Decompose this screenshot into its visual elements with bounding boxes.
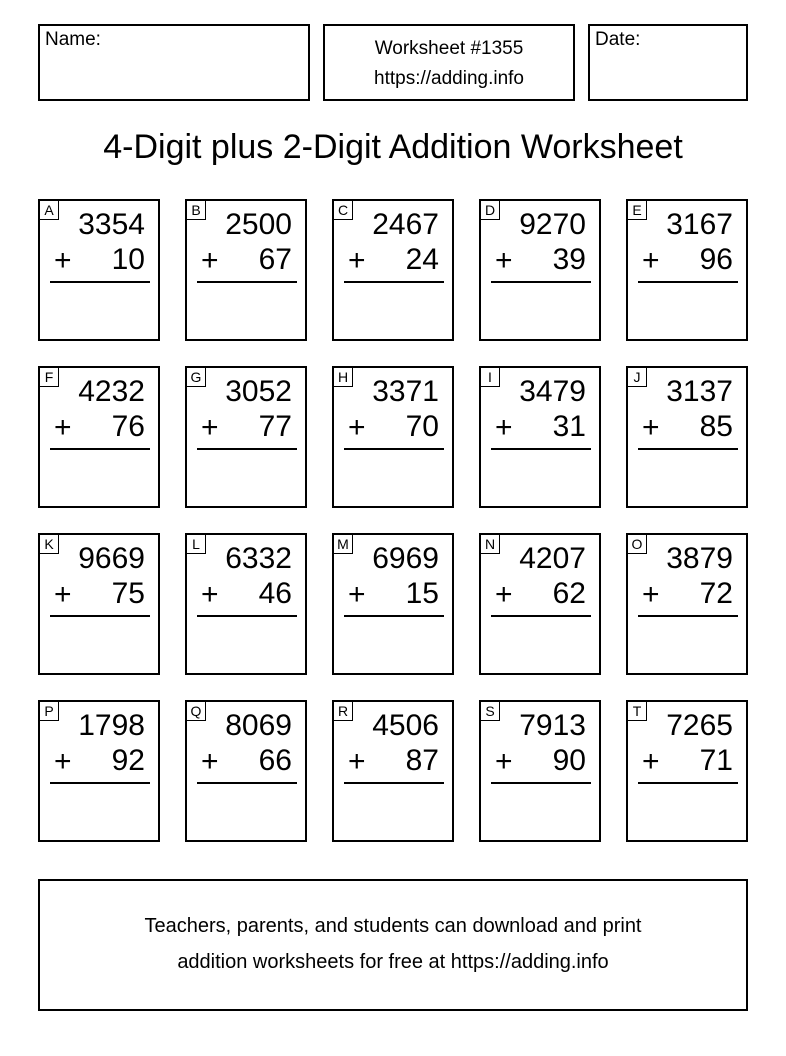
top-addend: 3479	[519, 375, 586, 408]
answer-line	[197, 281, 297, 283]
problem-letter: M	[334, 535, 353, 554]
bottom-addend: 76	[111, 410, 145, 443]
bottom-addend: 31	[552, 410, 586, 443]
answer-line	[491, 281, 591, 283]
bottom-addend: 90	[552, 744, 586, 777]
problem-letter: E	[628, 201, 647, 220]
bottom-addend: 46	[258, 577, 292, 610]
problem-l	[185, 533, 307, 675]
top-addend: 6332	[225, 542, 292, 575]
problem-letter: N	[481, 535, 500, 554]
answer-line	[638, 615, 738, 617]
plus-sign: +	[201, 411, 219, 444]
answer-line	[50, 281, 150, 283]
plus-sign: +	[348, 578, 366, 611]
problem-j	[626, 366, 748, 508]
problem-g	[185, 366, 307, 508]
answer-line	[638, 448, 738, 450]
problem-letter: A	[40, 201, 59, 220]
plus-sign: +	[201, 745, 219, 778]
bottom-addend: 70	[405, 410, 439, 443]
bottom-addend: 62	[552, 577, 586, 610]
top-addend: 4506	[372, 709, 439, 742]
answer-line	[344, 782, 444, 784]
bottom-addend: 67	[258, 243, 292, 276]
plus-sign: +	[642, 745, 660, 778]
bottom-addend: 15	[405, 577, 439, 610]
problem-letter: H	[334, 368, 353, 387]
top-addend: 7913	[519, 709, 586, 742]
top-addend: 3354	[78, 208, 145, 241]
answer-line	[344, 448, 444, 450]
top-addend: 7265	[666, 709, 733, 742]
top-addend: 2467	[372, 208, 439, 241]
name-field-box[interactable]	[38, 24, 310, 101]
bottom-addend: 39	[552, 243, 586, 276]
problem-letter: J	[628, 368, 647, 387]
problem-letter: K	[40, 535, 59, 554]
problem-o	[626, 533, 748, 675]
plus-sign: +	[495, 578, 513, 611]
top-addend: 1798	[78, 709, 145, 742]
plus-sign: +	[54, 411, 72, 444]
problem-h	[332, 366, 454, 508]
page-title: 4-Digit plus 2-Digit Addition Worksheet	[103, 128, 683, 166]
problem-letter: S	[481, 702, 500, 721]
problem-letter: F	[40, 368, 59, 387]
plus-sign: +	[348, 745, 366, 778]
problem-a	[38, 199, 160, 341]
top-addend: 6969	[372, 542, 439, 575]
problem-p	[38, 700, 160, 842]
bottom-addend: 87	[405, 744, 439, 777]
problem-letter: I	[481, 368, 500, 387]
worksheet-number: Worksheet #1355	[374, 38, 524, 59]
plus-sign: +	[201, 244, 219, 277]
bottom-addend: 92	[111, 744, 145, 777]
top-addend: 3371	[372, 375, 439, 408]
plus-sign: +	[54, 745, 72, 778]
bottom-addend: 72	[699, 577, 733, 610]
problem-letter: T	[628, 702, 647, 721]
bottom-addend: 75	[111, 577, 145, 610]
worksheet-url: https://adding.info	[374, 68, 524, 89]
plus-sign: +	[642, 411, 660, 444]
problem-letter: L	[187, 535, 206, 554]
problem-r	[332, 700, 454, 842]
footer-line-2: addition worksheets for free at https://adding.info	[177, 951, 609, 973]
top-addend: 4207	[519, 542, 586, 575]
problem-q	[185, 700, 307, 842]
bottom-addend: 10	[111, 243, 145, 276]
answer-line	[50, 615, 150, 617]
problem-letter: P	[40, 702, 59, 721]
plus-sign: +	[201, 578, 219, 611]
answer-line	[638, 281, 738, 283]
problem-e	[626, 199, 748, 341]
problem-letter: Q	[187, 702, 206, 721]
bottom-addend: 71	[699, 744, 733, 777]
top-addend: 3167	[666, 208, 733, 241]
problem-letter: C	[334, 201, 353, 220]
plus-sign: +	[495, 244, 513, 277]
top-addend: 8069	[225, 709, 292, 742]
answer-line	[638, 782, 738, 784]
date-field-box[interactable]	[588, 24, 748, 101]
plus-sign: +	[348, 244, 366, 277]
answer-line	[344, 615, 444, 617]
plus-sign: +	[642, 578, 660, 611]
bottom-addend: 24	[405, 243, 439, 276]
answer-line	[491, 448, 591, 450]
problem-m	[332, 533, 454, 675]
plus-sign: +	[495, 745, 513, 778]
answer-line	[491, 615, 591, 617]
plus-sign: +	[642, 244, 660, 277]
problem-c	[332, 199, 454, 341]
problem-letter: R	[334, 702, 353, 721]
top-addend: 3052	[225, 375, 292, 408]
problem-letter: O	[628, 535, 647, 554]
problem-letter: D	[481, 201, 500, 220]
plus-sign: +	[348, 411, 366, 444]
answer-line	[491, 782, 591, 784]
top-addend: 3137	[666, 375, 733, 408]
problem-letter: G	[187, 368, 206, 387]
bottom-addend: 85	[699, 410, 733, 443]
plus-sign: +	[54, 578, 72, 611]
answer-line	[197, 448, 297, 450]
problem-t	[626, 700, 748, 842]
top-addend: 9669	[78, 542, 145, 575]
footer-line-1: Teachers, parents, and students can download and print	[144, 915, 642, 937]
bottom-addend: 96	[699, 243, 733, 276]
problem-k	[38, 533, 160, 675]
plus-sign: +	[54, 244, 72, 277]
answer-line	[344, 281, 444, 283]
bottom-addend: 66	[258, 744, 292, 777]
problem-f	[38, 366, 160, 508]
top-addend: 3879	[666, 542, 733, 575]
answer-line	[50, 782, 150, 784]
problem-letter: B	[187, 201, 206, 220]
plus-sign: +	[495, 411, 513, 444]
problem-n	[479, 533, 601, 675]
problem-b	[185, 199, 307, 341]
problem-d	[479, 199, 601, 341]
problem-s	[479, 700, 601, 842]
answer-line	[197, 782, 297, 784]
answer-line	[50, 448, 150, 450]
top-addend: 2500	[225, 208, 292, 241]
footer-box	[38, 879, 748, 1011]
date-label: Date:	[595, 29, 641, 50]
top-addend: 9270	[519, 208, 586, 241]
bottom-addend: 77	[258, 410, 292, 443]
problem-i	[479, 366, 601, 508]
name-label: Name:	[45, 29, 101, 50]
top-addend: 4232	[78, 375, 145, 408]
worksheet-info-box	[323, 24, 575, 101]
answer-line	[197, 615, 297, 617]
